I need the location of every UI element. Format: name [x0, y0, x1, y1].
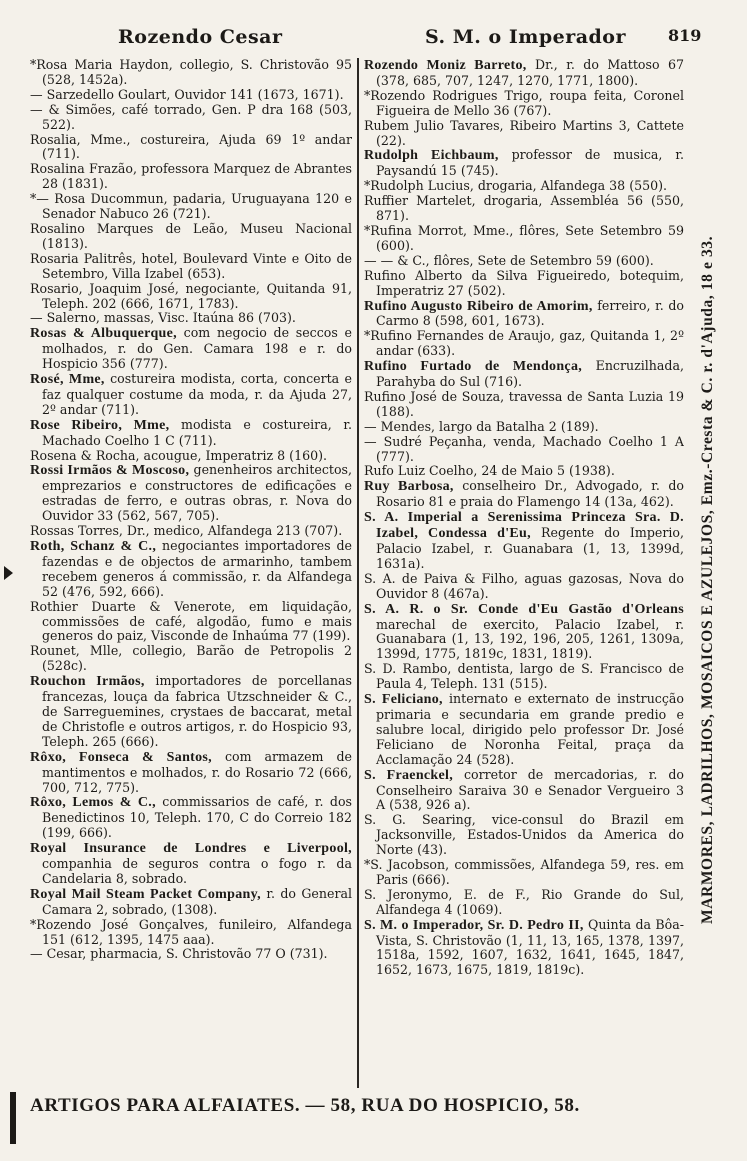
- running-head-right: S. M. o Imperador: [425, 26, 626, 48]
- directory-entry: [364, 813, 684, 858]
- entry-text: S. Jeronymo, E. de F., Rio Grande do Sul, Alfandega 4 (1069).: [364, 886, 684, 917]
- directory-entry: [364, 329, 684, 359]
- directory-entry: [30, 58, 352, 88]
- entry-text: — Rosa Ducommun, padaria, Uruguayana 120 e Senador Nabuco 26 (721).: [36, 191, 352, 222]
- entry-name: S. M. o Imperador, Sr. D. Pedro II,: [364, 917, 584, 933]
- directory-entry: [30, 372, 352, 418]
- page-header: [0, 14, 747, 54]
- entry-text: genenheiros architectos, emprezarios e constructores de edificações e estradas de ferro, e outras obras, r. Nova do Ouvidor 33 (562, 567, 705).: [42, 462, 352, 524]
- entry-text: Rosario, Joaquim José, negociante, Quitanda 91, Teleph. 202 (666, 1671, 1783).: [30, 280, 352, 311]
- entry-text: — Cesar, pharmacia, S. Christovão 77 O (731).: [30, 946, 328, 962]
- entry-name: Rufino Augusto Ribeiro de Amorim,: [364, 298, 593, 314]
- directory-entry: [364, 602, 684, 663]
- directory-entry: [364, 390, 684, 420]
- entry-name: Rossi Irmãos & Moscoso,: [30, 463, 190, 479]
- entry-marker: *: [30, 58, 37, 72]
- entry-name: Rôxo, Fonseca & Santos,: [30, 749, 212, 765]
- entry-text: Rubem Julio Tavares, Ribeiro Martins 3, Cattete (22).: [364, 117, 684, 148]
- entry-name: Rose Ribeiro, Mme,: [30, 417, 170, 433]
- entry-text: internato e externato de instrucção primaria e secundaria em grande predio e salubre local, dirigido pelo professor Dr. José Feliciano de Noronha Feital, praça da Acclamação 24 (528).: [376, 691, 684, 767]
- directory-entry: [364, 420, 684, 435]
- directory-entry: [30, 841, 352, 887]
- directory-entry: [364, 119, 684, 149]
- entry-text: Rosena & Rocha, acougue, Imperatriz 8 (160).: [30, 447, 328, 463]
- entry-text: Rozendo José Gonçalves, funileiro, Alfandega 151 (612, 1395, 1475 aaa).: [36, 916, 352, 947]
- entry-marker: *: [30, 191, 37, 207]
- directory-entry: [364, 58, 684, 89]
- directory-entry: [30, 326, 352, 372]
- directory-entry: [30, 524, 352, 539]
- entry-text: — Sudré Peçanha, venda, Machado Coelho 1 A (777).: [364, 433, 684, 464]
- directory-entry: [30, 133, 352, 163]
- directory-entry: [364, 299, 684, 330]
- directory-entry: [364, 224, 684, 254]
- directory-entry: [364, 148, 684, 179]
- entry-text: Rothier Duarte & Venerote, em liquidação, commissões de café, algodão, fumo e mais generos do paiz, Visconde de Inhaúma 77 (199).: [30, 598, 352, 644]
- running-head-left: Rozendo Cesar: [118, 26, 283, 48]
- entry-name: Ruy Barbosa,: [364, 479, 454, 495]
- entry-text: ferreiro, r. do Carmo 8 (598, 601, 1673).: [376, 297, 684, 329]
- entry-text: — Sarzedello Goulart, Ouvidor 141 (1673, 1671).: [30, 86, 344, 102]
- directory-entry: [364, 359, 684, 390]
- entry-text: — — & C., flôres, Sete de Setembro 59 (600).: [364, 252, 654, 268]
- directory-entry: [30, 222, 352, 252]
- entry-text: — Salerno, massas, Visc. Itaúna 86 (703).: [30, 310, 296, 326]
- entry-name: S. A. R. o Sr. Conde d'Eu Gastão d'Orleans: [364, 601, 684, 617]
- entry-name: Rouchon Irmãos,: [30, 674, 145, 690]
- entry-name: Royal Insurance de Londres e Liverpool,: [30, 841, 352, 857]
- directory-entry: [364, 510, 684, 572]
- entry-text: Dr., r. do Mattoso 67 (378, 685, 707, 1247, 1270, 1771, 1800).: [376, 58, 684, 88]
- directory-entry: [30, 463, 352, 524]
- directory-entry: [30, 539, 352, 600]
- entry-text: Rufino Fernandes de Araujo, gaz, Quitanda 1, 2º andar (633).: [370, 328, 684, 359]
- entry-text: S. Jacobson, commissões, Alfandega 59, res. em Paris (666).: [370, 857, 684, 887]
- directory-entry: [30, 192, 352, 222]
- column-divider: [357, 58, 359, 1088]
- left-column: [30, 58, 352, 1088]
- entry-text: — Mendes, largo da Batalha 2 (189).: [364, 418, 599, 434]
- entry-name: Royal Mail Steam Packet Company,: [30, 886, 261, 902]
- directory-entry: [30, 252, 352, 282]
- directory-entry: [364, 662, 684, 692]
- directory-entry: [30, 644, 352, 674]
- entry-text: corretor de mercadorias, r. do Conselheiro Saraiva 30 e Senador Vergueiro 3 A (538, 926 a).: [376, 766, 684, 813]
- entry-text: Regente do Imperio, Palacio Izabel, r. Guanabara (1, 13, 1399d, 1631a).: [376, 525, 684, 571]
- entry-text: Rosaria Palitrês, hotel, Boulevard Vinte e Oito de Setembro, Villa Izabel (653).: [30, 250, 352, 281]
- entry-text: Rosalina Frazão, professora Marquez de Abrantes 28 (1831).: [30, 161, 352, 192]
- directory-entry: [364, 858, 684, 888]
- entry-name: S. Fraenckel,: [364, 767, 454, 783]
- entry-marker: *: [364, 87, 371, 103]
- directory-entry: [364, 194, 684, 224]
- directory-entry: [30, 162, 352, 192]
- side-advertisement: MARMORES, LADRILHOS, MOSAICOS E AZULEJOS, Emz.-Cresta & C. r. d'Ajuda, 18 e 33.: [699, 235, 716, 925]
- directory-entry: [30, 418, 352, 449]
- directory-entry: [30, 947, 352, 962]
- entry-name: Rudolph Eichbaum,: [364, 148, 499, 164]
- entry-text: Rufino José de Souza, travessa de Santa Luzia 19 (188).: [364, 388, 684, 419]
- entry-text: Encruzilhada, Parahyba do Sul (716).: [376, 358, 684, 390]
- directory-entry: [30, 795, 352, 841]
- directory-entry: [30, 674, 352, 750]
- footer-advertisement: ARTIGOS PARA ALFAIATES. — 58, RUA DO HOSPICIO, 58.: [30, 1095, 580, 1116]
- entry-text: S. D. Rambo, dentista, largo de S. Francisco de Paula 4, Teleph. 131 (515).: [364, 661, 684, 692]
- directory-entry: [364, 89, 684, 119]
- entry-text: marechal de exercito, Palacio Izabel, r. Guanabara (1, 13, 192, 196, 205, 1261, 1309a, 1399d, 1775, 1819c, 1831, 1819).: [376, 616, 684, 662]
- entry-text: companhia de seguros contra o fogo r. da Candelaria 8, sobrado.: [42, 856, 352, 886]
- entry-text: Rosa Maria Haydon, collegio, S. Christovão 95 (528, 1452a).: [36, 58, 352, 87]
- entry-text: Rufino Alberto da Silva Figueiredo, botequim, Imperatriz 27 (502).: [364, 267, 684, 298]
- directory-entry: [364, 179, 684, 194]
- entry-text: importadores de porcellanas francezas, louça da fabrica Utzschneider & C., de Sarreguemines, crystaes de baccarat, metal de Christofle e outros artigos, r. do Hospicio 93, Teleph. 265 (666).: [42, 673, 352, 749]
- entry-text: modista e costureira, r. Machado Coelho 1 C (711).: [42, 416, 352, 448]
- directory-entry: [364, 768, 684, 814]
- entry-name: S. Feliciano,: [364, 692, 443, 708]
- directory-entry: [30, 750, 352, 796]
- directory-entry: [364, 254, 684, 269]
- directory-entry: [364, 572, 684, 602]
- margin-bar-icon: [10, 1092, 16, 1144]
- entry-name: Rôxo, Lemos & C.,: [30, 795, 156, 811]
- directory-entry: [30, 88, 352, 103]
- entry-name: Rosas & Albuquerque,: [30, 326, 177, 342]
- entry-text: Rosalia, Mme., costureira, Ajuda 69 1º andar (711).: [30, 131, 352, 162]
- entry-text: S. A. de Paiva & Filho, aguas gazosas, Nova do Ouvidor 8 (467a).: [364, 570, 684, 601]
- directory-entry: [30, 311, 352, 326]
- entry-name: S. A. Imperial a Serenissima Princeza Sra. D. Izabel, Condessa d'Eu,: [364, 510, 684, 542]
- entry-name: Rosé, Mme,: [30, 372, 105, 388]
- entry-marker: *: [30, 916, 37, 932]
- entry-text: Rosalino Marques de Leão, Museu Nacional (1813).: [30, 220, 352, 251]
- margin-pointer-icon: [4, 566, 13, 580]
- entry-text: com negocio de seccos e molhados, r. do Gen. Camara 198 e r. do Hospicio 356 (777).: [42, 325, 352, 372]
- entry-text: Quinta da Bôa-Vista, S. Christovão (1, 11, 13, 165, 1378, 1397, 1518a, 1592, 1607, 1632, 1641, 1645, 1847, 1652, 1673, 1675, 1819, 1819c).: [376, 916, 684, 978]
- entry-text: Rounet, Mlle, collegio, Barão de Petropolis 2 (528c).: [30, 643, 352, 674]
- directory-entry: [364, 464, 684, 479]
- directory-entry: [30, 918, 352, 948]
- entry-text: — & Simões, café torrado, Gen. P dra 168 (503, 522).: [30, 101, 352, 132]
- entry-text: Rufo Luiz Coelho, 24 de Maio 5 (1938).: [364, 463, 615, 479]
- entry-name: Roth, Schanz & C.,: [30, 539, 157, 554]
- entry-text: com armazem de mantimentos e molhados, r. do Rosario 72 (666, 700, 712, 775).: [42, 748, 352, 795]
- entry-text: r. do General Camara 2, sobrado, (1308).: [42, 885, 352, 917]
- entry-text: S. G. Searing, vice-consul do Brazil em Jacksonville, Estados-Unidos da America do Norte (43).: [364, 812, 684, 858]
- directory-entry: [364, 435, 684, 465]
- entry-marker: *: [364, 857, 371, 873]
- entry-text: negociantes importadores de fazendas e de objectos de armarinho, tambem recebem generos á commissão, r. da Alfandega 52 (476, 592, 666).: [42, 538, 352, 599]
- entry-text: professor de musica, r. Paysandú 15 (745).: [376, 147, 684, 179]
- directory-entry: [364, 269, 684, 299]
- entry-name: Rufino Furtado de Mendonça,: [364, 359, 583, 375]
- entry-name: Rozendo Moniz Barreto,: [364, 58, 527, 73]
- entry-marker: *: [364, 178, 371, 194]
- directory-entry: [364, 692, 684, 768]
- directory-entry: [364, 918, 684, 979]
- entry-text: Rossas Torres, Dr., medico, Alfandega 213 (707).: [30, 523, 343, 539]
- directory-entry: [364, 479, 684, 510]
- entry-text: Rozendo Rodrigues Trigo, roupa feita, Coronel Figueira de Mello 36 (767).: [370, 87, 684, 118]
- entry-marker: *: [364, 328, 371, 344]
- directory-entry: [30, 887, 352, 918]
- entry-text: Rufina Morrot, Mme., flôres, Sete Setembro 59 (600).: [370, 222, 684, 253]
- page-number: 819: [668, 26, 702, 45]
- right-column: [364, 58, 684, 1088]
- directory-entry: [30, 449, 352, 464]
- directory-entry: [30, 600, 352, 645]
- directory-entry: [30, 103, 352, 133]
- entry-text: costureira modista, corta, concerta e faz qualquer costume da moda, r. da Ajuda 27, 2º andar (711).: [42, 371, 352, 417]
- directory-entry: [364, 888, 684, 918]
- entry-text: Ruffier Martelet, drogaria, Assembléa 56 (550, 871).: [364, 193, 684, 224]
- entry-text: conselheiro Dr., Advogado, r. do Rosario 81 e praia do Flamengo 14 (13a, 462).: [376, 478, 684, 510]
- entry-marker: *: [364, 222, 371, 238]
- directory-entry: [30, 282, 352, 312]
- entry-text: commissarios de café, r. dos Benedictinos 10, Teleph. 170, C do Correio 182 (199, 666).: [42, 794, 352, 841]
- entry-text: Rudolph Lucius, drogaria, Alfandega 38 (550).: [370, 178, 668, 194]
